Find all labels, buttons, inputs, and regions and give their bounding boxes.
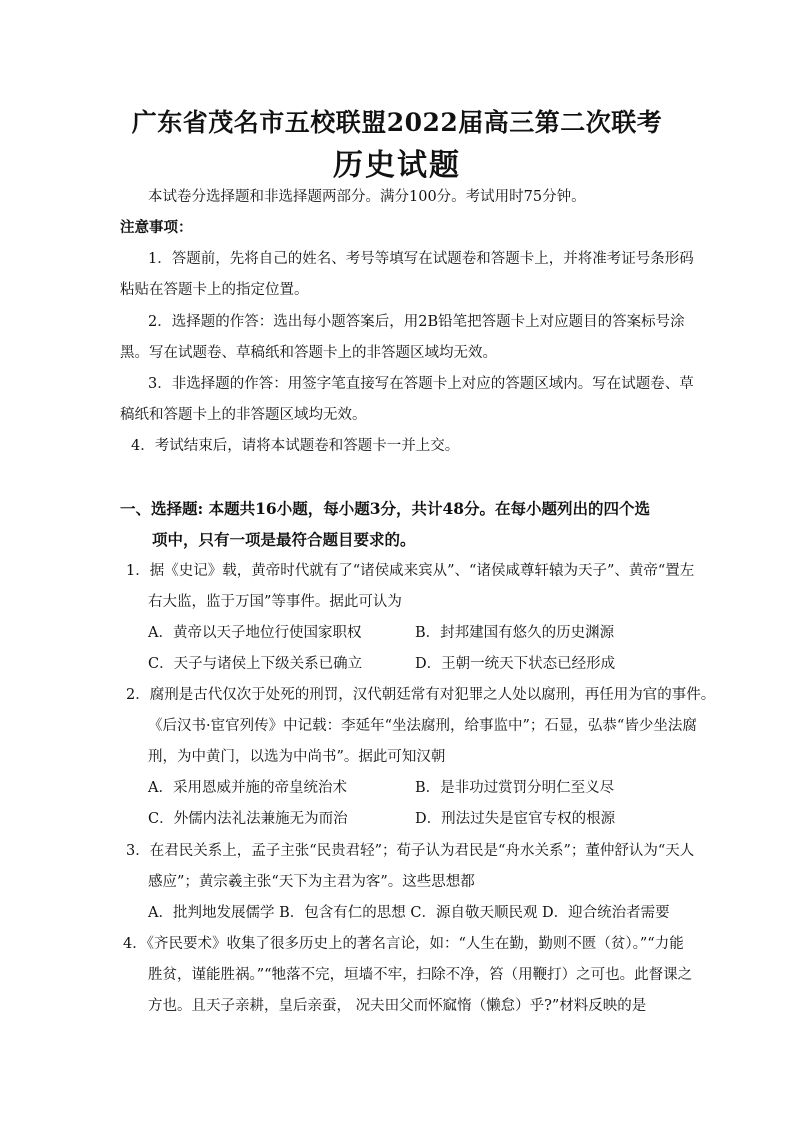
question-3-stem-cont: 感应”；黄宗羲主张“天下为主君为客”。这些思想都: [148, 874, 475, 890]
intro-text: 本试卷分选择题和非选择题两部分。满分100分。考试用时75分钟。: [148, 189, 586, 205]
question-2-stem: 2．腐刑是古代仅次于处死的刑罚，汉代朝廷常有对犯罪之人处以腐刑，再任用为官的事件。: [126, 687, 716, 703]
question-1-option-b: B．封邦建国有悠久的历史渊源: [415, 625, 615, 641]
notice-line: 粘贴在答题卡上的指定位置。: [120, 282, 309, 298]
question-2-stem-cont: 刑，为中黄门，以选为中尚书”。据此可知汉朝: [148, 749, 446, 765]
section-heading-cont: 项中，只有一项是最符合题目要求的。: [152, 530, 416, 549]
question-1-stem-cont: 右大监，监于万国”等事件。据此可认为: [148, 594, 402, 610]
notice-line: 4．考试结束后，请将本试题卷和答题卡一并上交。: [131, 438, 460, 454]
question-1-option-d: D．王朝一统天下状态已经形成: [415, 656, 616, 672]
notice-line: 2．选择题的作答：选出每小题答案后，用2B铅笔把答题卡上对应题目的答案标号涂: [148, 314, 685, 330]
question-4-stem-cont: 方也。且天子亲耕，皇后亲蚕， 况夫田父而怀窳惰（懒怠）乎?”材料反映的是: [148, 998, 647, 1014]
question-1-stem: 1．据《史记》载，黄帝时代就有了“诸侯咸来宾从”、“诸侯咸尊轩辕为天子”、黄帝“置左: [126, 563, 695, 579]
question-2-stem-cont: 《后汉书·宦官列传》中记载：李延年“坐法腐刑，给事监中”；石显，弘恭“皆少坐法腐: [148, 718, 697, 734]
notice-line: 3．非选择题的作答：用签字笔直接写在答题卡上对应的答题区域内。写在试题卷、草: [148, 376, 694, 392]
question-2-option-c: C．外儒内法礼法兼施无为而治: [148, 811, 348, 827]
exam-title: 广东省茂名市五校联盟2022届高三第二次联考: [131, 108, 663, 137]
notice-heading: 注意事项：: [120, 219, 193, 236]
notice-line: 1．答题前，先将自己的姓名、考号等填写在试题卷和答题卡上，并将准考证号条形码: [148, 251, 694, 267]
question-3-stem: 3．在君民关系上，孟子主张“民贵君轻”；荀子认为君民是“舟水关系”；董仲舒认为“天人: [126, 843, 695, 859]
notice-line: 稿纸和答题卡上的非答题区域均无效。: [120, 407, 367, 423]
section-heading: 一、选择题: 本题共16小题，每小题3分，共计48分。在每小题列出的四个选: [120, 499, 651, 518]
question-4-stem: 4．《齐民要术》收集了很多历史上的著名言论，如：“人生在勤，勤则不匮（贫）。”“力能: [123, 936, 684, 952]
subject-title: 历史试题: [333, 148, 461, 183]
question-1-option-a: A．黄帝以天子地位行使国家职权: [148, 625, 362, 641]
notice-line: 黑。写在试题卷、草稿纸和答题卡上的非答题区域均无效。: [120, 345, 497, 361]
question-2-option-b: B．是非功过赏罚分明仁至义尽: [415, 780, 615, 796]
question-2-option-d: D．刑法过失是宦官专权的根源: [415, 811, 616, 827]
question-4-stem-cont: 胜贫，谨能胜祸。”“牠落不完，垣墙不牢，扫除不净，笞（用鞭打）之可也。此督课之: [148, 967, 693, 983]
question-2-option-a: A．采用恩威并施的帝皇统治术: [148, 780, 347, 796]
question-1-option-c: C．天子与诸侯上下级关系已确立: [148, 656, 363, 672]
question-3-options: A．批判地发展儒学 B．包含有仁的思想 C．源自敬天顺民观 D．迎合统治者需要: [148, 905, 670, 921]
